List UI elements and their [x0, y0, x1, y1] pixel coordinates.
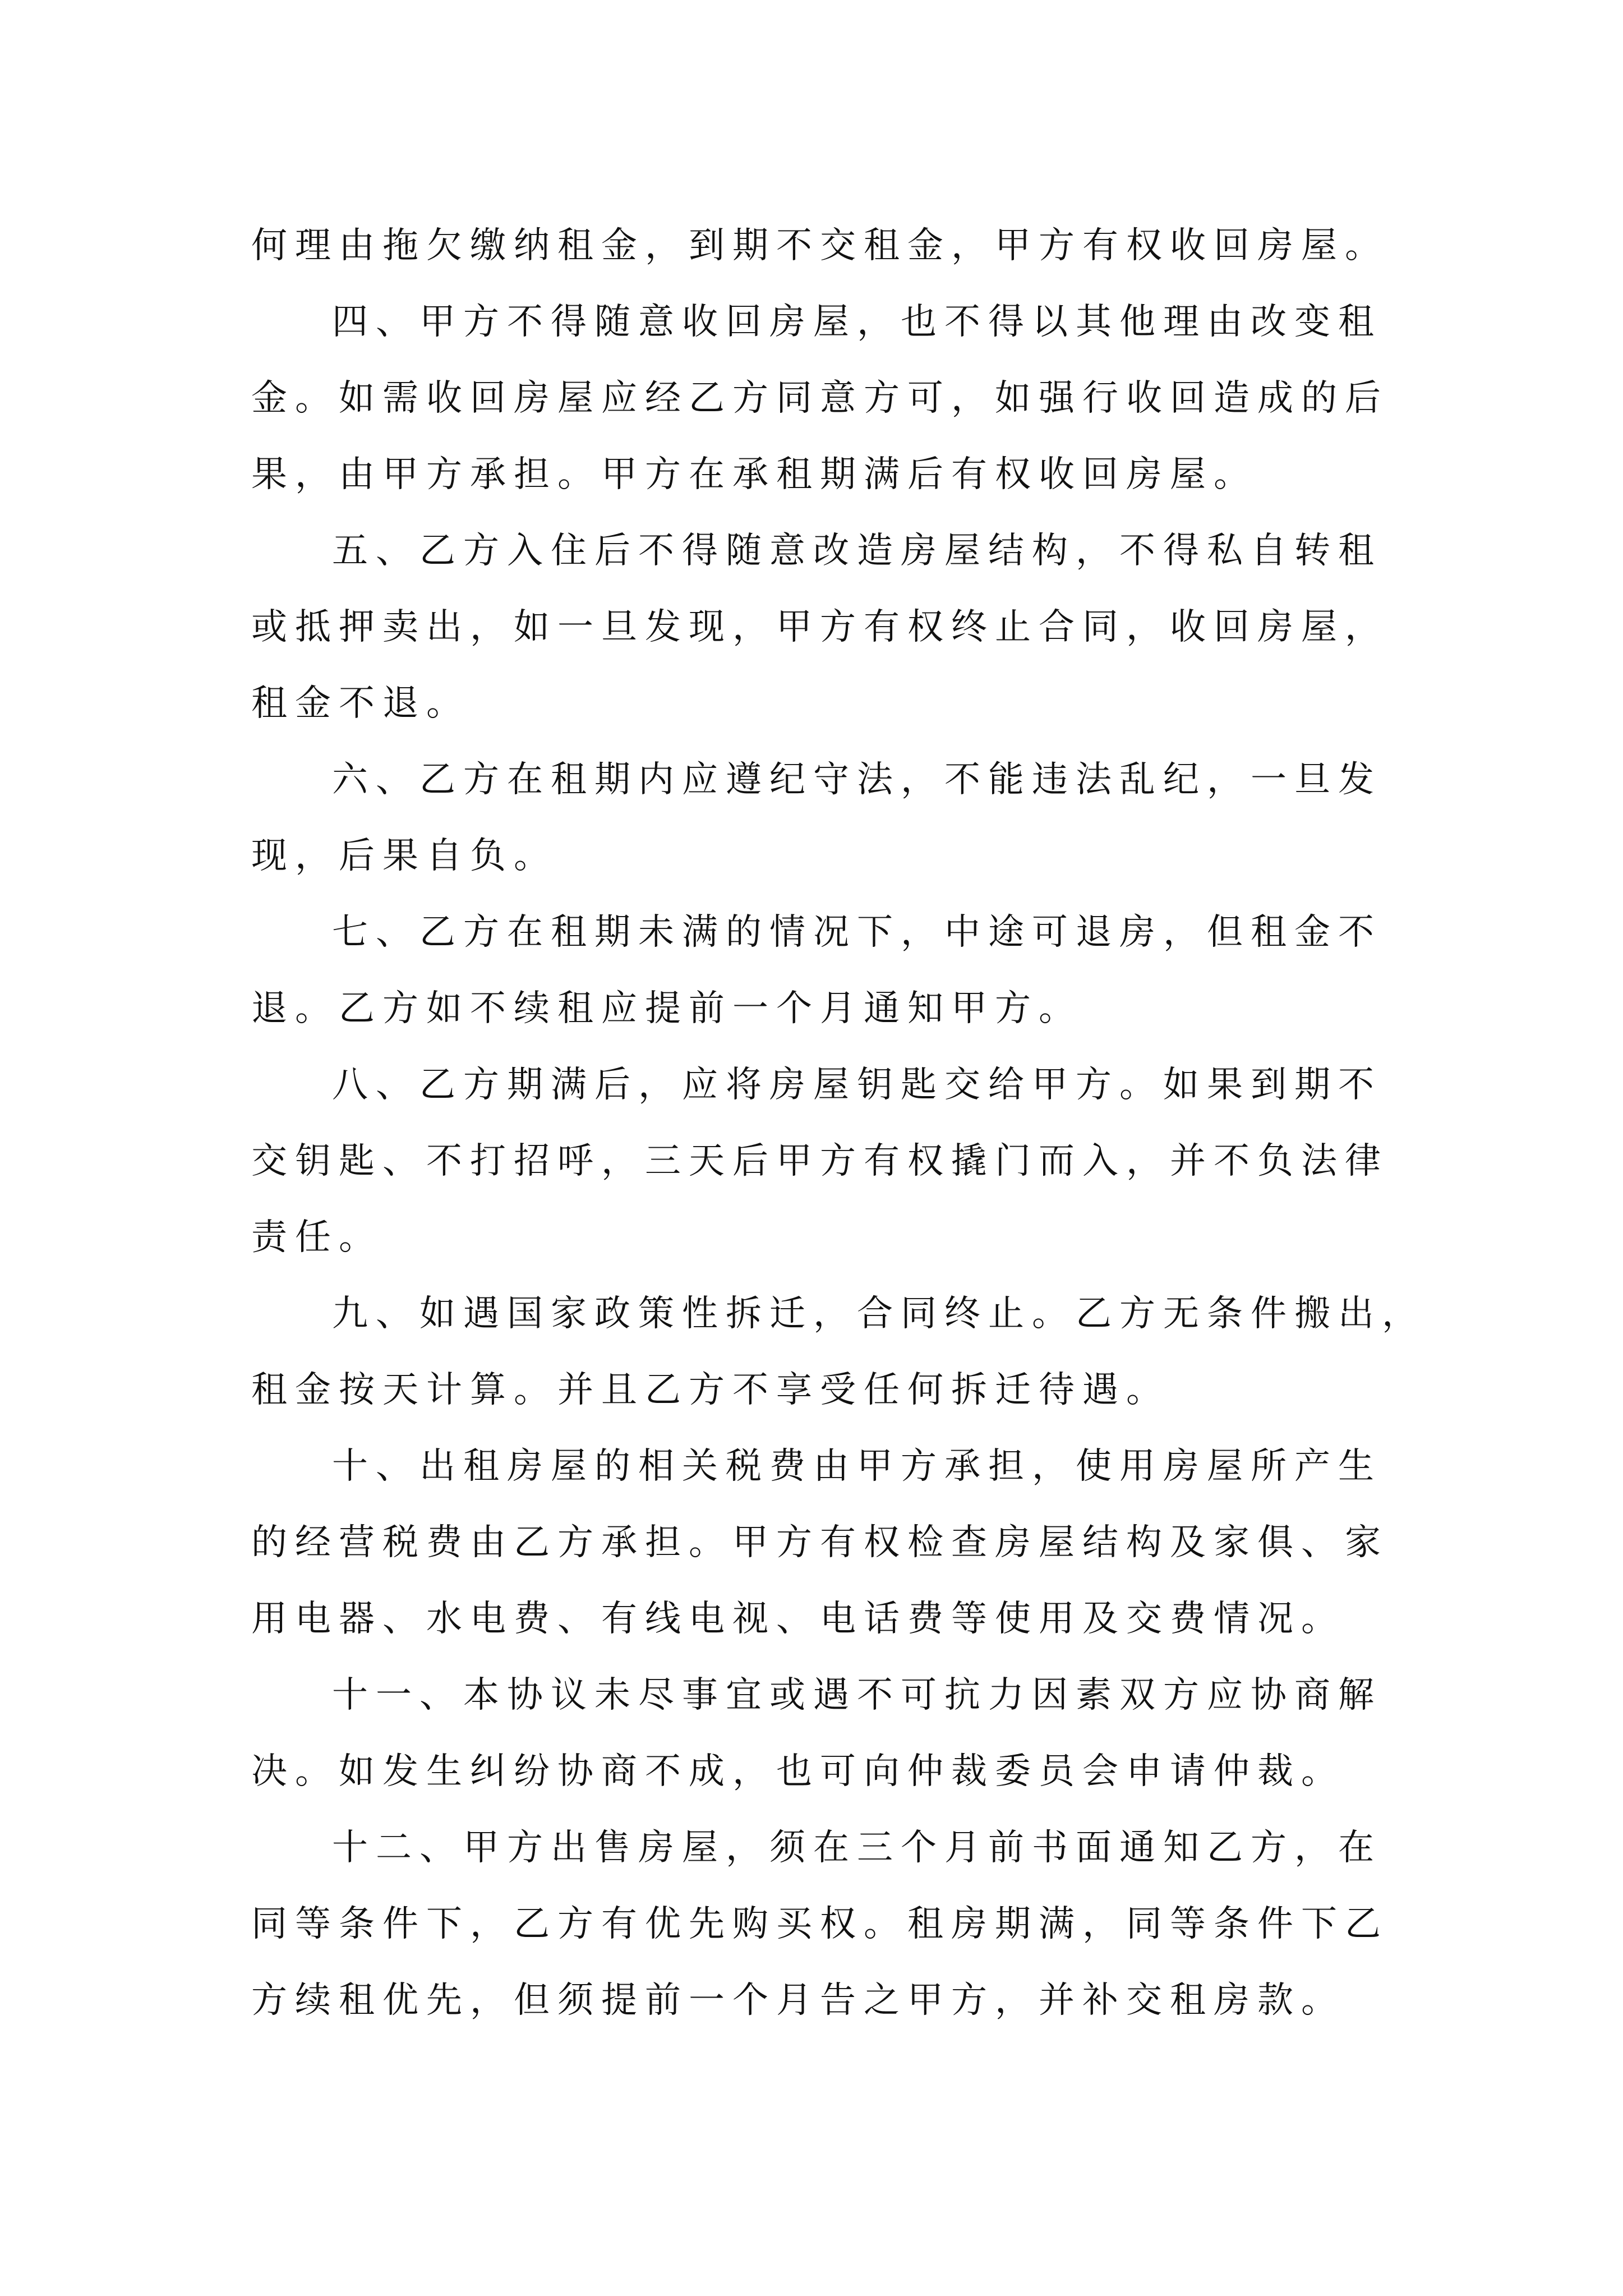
text-line: 租金不退。 — [251, 683, 470, 724]
text-line: 方续租优先，但须提前一个月告之甲方，并补交租房款。 — [251, 1980, 1345, 2021]
text-line: 果，由甲方承担。甲方在承租期满后有权收回房屋。 — [251, 454, 1257, 495]
clause-5-line: 五、乙方入住后不得随意改造房屋结构，不得私自转租 — [332, 530, 1382, 572]
clause-11-line: 十一、本协议未尽事宜或遇不可抗力因素双方应协商解 — [332, 1674, 1382, 1716]
text-line: 现，后果自负。 — [251, 835, 557, 877]
text-line: 决。如发生纠纷协商不成，也可向仲裁委员会申请仲裁。 — [251, 1751, 1345, 1792]
clause-9-line: 九、如遇国家政策性拆迁，合同终止。乙方无条件搬出， — [332, 1293, 1426, 1335]
text-line: 退。乙方如不续租应提前一个月通知甲方。 — [251, 988, 1082, 1029]
clause-7-line: 七、乙方在租期未满的情况下，中途可退房，但租金不 — [332, 912, 1382, 953]
text-line: 的经营税费由乙方承担。甲方有权检查房屋结构及家俱、家 — [251, 1522, 1389, 1563]
text-line: 同等条件下，乙方有优先购买权。租房期满，同等条件下乙 — [251, 1903, 1389, 1945]
contract-body — [251, 208, 1426, 2039]
text-line: 责任。 — [251, 1217, 382, 1258]
text-line: 金。如需收回房屋应经乙方同意方可，如强行收回造成的后 — [251, 378, 1389, 419]
clause-10-line: 十、出租房屋的相关税费由甲方承担，使用房屋所产生 — [332, 1446, 1382, 1487]
text-line: 或抵押卖出，如一旦发现，甲方有权终止合同，收回房屋， — [251, 606, 1389, 648]
clause-6-line: 六、乙方在租期内应遵纪守法，不能违法乱纪，一旦发 — [332, 759, 1382, 800]
clause-12-line: 十二、甲方出售房屋，须在三个月前书面通知乙方，在 — [332, 1827, 1382, 1869]
clause-4-line: 四、甲方不得随意收回房屋，也不得以其他理由改变租 — [332, 301, 1382, 343]
text-line: 何理由拖欠缴纳租金，到期不交租金，甲方有权收回房屋。 — [251, 225, 1389, 266]
text-line: 交钥匙、不打招呼，三天后甲方有权撬门而入，并不负法律 — [251, 1140, 1389, 1182]
text-line: 租金按天计算。并且乙方不享受任何拆迁待遇。 — [251, 1369, 1170, 1411]
text-line: 用电器、水电费、有线电视、电话费等使用及交费情况。 — [251, 1598, 1345, 1640]
clause-8-line: 八、乙方期满后，应将房屋钥匙交给甲方。如果到期不 — [332, 1064, 1382, 1106]
